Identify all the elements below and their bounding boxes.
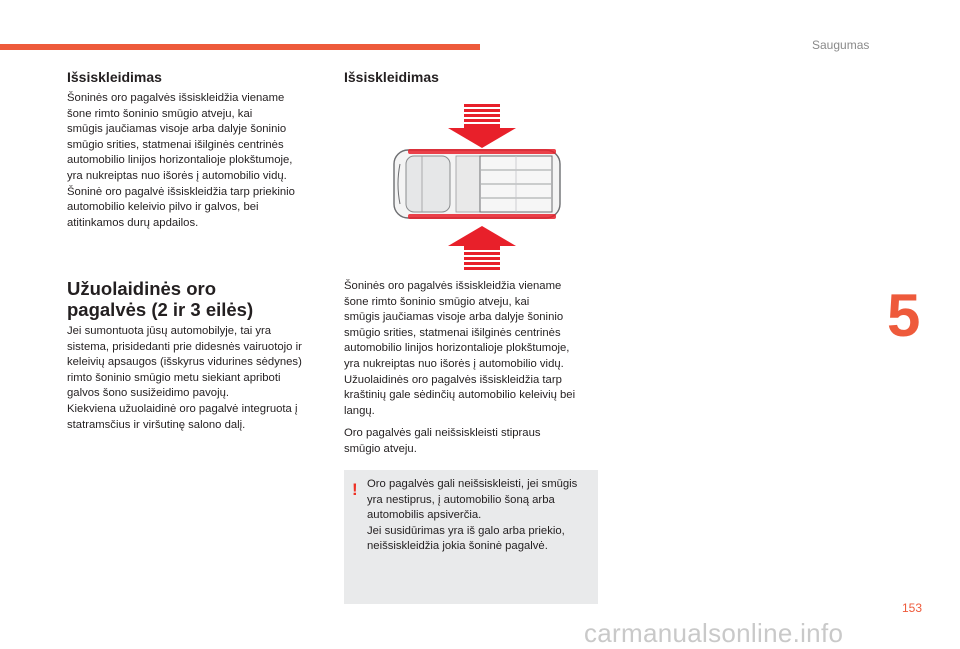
text-line: Šoninės oro pagalvės išsiskleidžia viename (67, 92, 285, 104)
heading-line: pagalvės (2 ir 3 eilės) (67, 299, 254, 320)
side-airbag-deploy-heading: Išsiskleidimas (67, 69, 162, 85)
text-line: yra nukreiptas nuo išorės į automobilio vidų. (67, 169, 287, 182)
text-line: neišsiskleidžia jokia šoninė pagalvė. (367, 540, 548, 553)
header-accent-bar (0, 44, 480, 50)
warning-paragraph (367, 477, 577, 555)
watermark: carmanualsonline.info (584, 618, 844, 648)
curtain-airbag-heading (67, 278, 253, 320)
text-line: Kiekviena užuolaidinė oro pagalvė integruota į (67, 402, 298, 415)
note-paragraph (344, 426, 541, 457)
text-line: Šoninė oro pagalvė išsiskleidžia tarp priekinio (67, 185, 295, 198)
text-line: Užuolaidinės oro pagalvės išsiskleidžia tarp (344, 373, 562, 386)
text-line: automobilis apsiverčia. (367, 509, 482, 522)
section-title: Saugumas (812, 38, 870, 52)
text-line: automobilio linijos horizontalioje plokštumoje, (344, 342, 570, 355)
curtain-deploy-paragraph (344, 279, 575, 419)
text-line: keleivių apsaugos (išskyrus vidurines sėdynes) (67, 356, 302, 369)
text-line: yra nukreiptas nuo išorės į automobilio vidų. (344, 357, 564, 370)
text-line: smūgis jaučiamas visoje arba dalyje šoninio (67, 123, 287, 136)
text-line: sistema, prisidedanti prie didesnės vairuotojo ir (67, 340, 302, 353)
van-top-view-icon (394, 149, 560, 219)
text-line: Jei sumontuota jūsų automobilyje, tai yra (67, 325, 272, 337)
text-line: Oro pagalvės gali neišsiskleisti, jei smūgis (367, 478, 578, 490)
text-line: Šoninės oro pagalvės išsiskleidžia viename (344, 280, 562, 292)
text-line: kraštinių gale sėdinčių automobilio keleivių bei (344, 389, 576, 402)
text-line: rimto šoninio smūgio metu siekiant apriboti (67, 371, 281, 384)
side-airbag-paragraph (67, 91, 295, 231)
text-line: Jei susidūrimas yra iš galo arba priekio, (367, 524, 565, 537)
text-line: smūgio atveju. (344, 442, 417, 455)
text-line: šone rimto šoninio smūgio atveju, kai (67, 107, 253, 120)
text-line: statramsčius ir viršutinę salono dalį. (67, 418, 246, 431)
text-line: yra nestiprus, į automobilio šoną arba (367, 493, 555, 506)
chapter-number: 5 (887, 282, 921, 349)
impact-arrow-top-icon (448, 104, 516, 148)
curtain-airbag-paragraph (67, 324, 302, 433)
exclamation-icon: ! (352, 480, 358, 499)
text-line: atitinkamos durų apdailos. (67, 216, 199, 229)
text-line: smūgio srities, statmenai išilginės centrinės (67, 138, 284, 151)
text-line: automobilio keleivio pilvo ir galvos, bei (67, 201, 259, 214)
text-line: Oro pagalvės gali neišsiskleisti stipraus (344, 427, 541, 439)
text-line: galvos šono susižeidimo pavojų. (67, 387, 230, 400)
text-line: langų. (344, 404, 375, 417)
text-line: smūgio srities, statmenai išilginės centrinės (344, 326, 561, 339)
text-line: šone rimto šoninio smūgio atveju, kai (344, 295, 530, 308)
heading-line: Užuolaidinės oro (67, 278, 217, 299)
curtain-deploy-heading: Išsiskleidimas (344, 69, 439, 85)
page-number: 153 (902, 601, 923, 615)
van-side-impact-diagram (386, 104, 574, 276)
text-line: automobilio linijos horizontalioje plokštumoje, (67, 154, 293, 167)
text-line: smūgis jaučiamas visoje arba dalyje šoninio (344, 311, 564, 324)
impact-arrow-bottom-icon (448, 226, 516, 270)
